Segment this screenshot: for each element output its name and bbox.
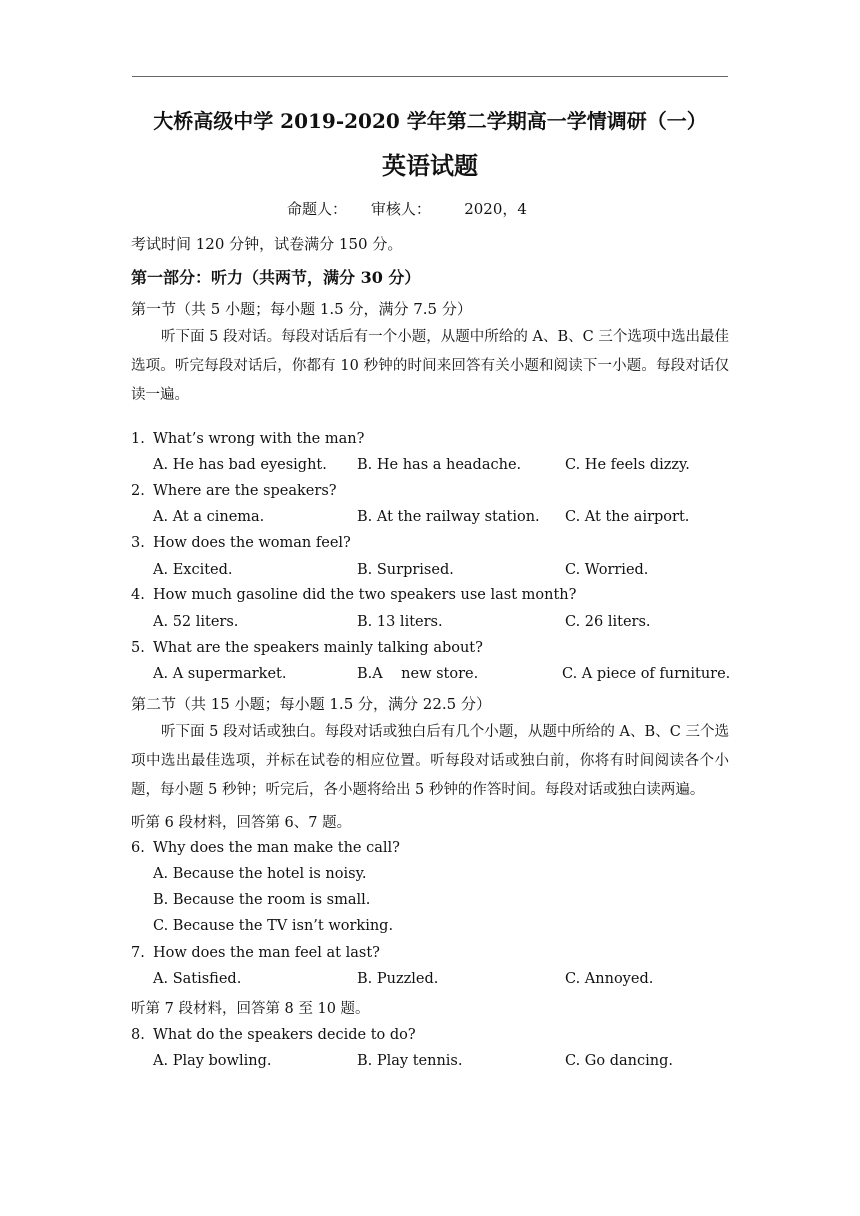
option-b: B. He has a headache. bbox=[357, 457, 522, 473]
option-a: A. Play bowling. bbox=[153, 1053, 272, 1069]
option-c: C. At the airport. bbox=[565, 509, 690, 525]
option-a: A. Satisfied. bbox=[153, 971, 242, 987]
exam-info: 考试时间 120 分钟，试卷满分 150 分。 bbox=[131, 235, 403, 253]
section2-instruction-text: 听下面 5 段对话或独白。每段对话或独白后有几个小题，从题中所给的 A、B、C 三个选项中选出最佳选项，并标在试卷的相应位置。听每段对话或独白前，你将有时间阅读各个小题，每小题 5 秒钟；听完后，各小题将给出 5 秒钟的作答时间。每段对话或独白读两遍。 bbox=[131, 724, 729, 798]
question-text: Why does the man make the call? bbox=[153, 840, 400, 856]
option-a: A. At a cinema. bbox=[153, 509, 265, 525]
section2-title: 第二节（共 15 小题；每小题 1.5 分，满分 22.5 分） bbox=[131, 695, 491, 713]
question-number: 6. bbox=[131, 840, 145, 856]
question-text: Where are the speakers? bbox=[153, 483, 337, 499]
material-7-note: 听第 7 段材料，回答第 8 至 10 题。 bbox=[131, 1001, 370, 1017]
question-text: What’s wrong with the man? bbox=[153, 431, 365, 447]
option-b: B. Puzzled. bbox=[357, 971, 439, 987]
option-b: B. Play tennis. bbox=[357, 1053, 463, 1069]
option-b: B. 13 liters. bbox=[357, 614, 443, 630]
exam-subtitle: 英语试题 bbox=[382, 151, 478, 180]
option-a: A. Excited. bbox=[153, 562, 233, 578]
question-number: 5. bbox=[131, 640, 145, 656]
author-meta: 命题人： 审核人： 2020，4 bbox=[287, 200, 527, 218]
question-2 bbox=[131, 483, 337, 499]
question-number: 8. bbox=[131, 1027, 145, 1043]
exam-title: 大桥高级中学 2019-2020 学年第二学期高一学情调研（一） bbox=[153, 109, 707, 133]
question-7 bbox=[131, 945, 380, 961]
header-rule bbox=[132, 76, 728, 77]
section1-instruction-text: 听下面 5 段对话。每段对话后有一个小题，从题中所给的 A、B、C 三个选项中选出最佳选项。听完每段对话后，你都有 10 秒钟的时间来回答有关小题和阅读下一小题。每段对话仅读一遍。 bbox=[131, 329, 729, 403]
option-c: C. Worried. bbox=[565, 562, 649, 578]
question-4 bbox=[131, 587, 576, 603]
question-text: How does the man feel at last? bbox=[153, 945, 380, 961]
option-a: A. He has bad eyesight. bbox=[153, 457, 327, 473]
option-c: C. Annoyed. bbox=[565, 971, 654, 987]
option-c: C. He feels dizzy. bbox=[565, 457, 690, 473]
option-b: B. Because the room is small. bbox=[153, 892, 371, 908]
option-c: C. A piece of furniture. bbox=[562, 666, 731, 682]
question-number: 3. bbox=[131, 535, 145, 551]
option-b: B. At the railway station. bbox=[357, 509, 540, 525]
option-c: C. Because the TV isn’t working. bbox=[153, 918, 394, 934]
question-number: 4. bbox=[131, 587, 145, 603]
question-5 bbox=[131, 640, 483, 656]
option-a: A. Because the hotel is noisy. bbox=[153, 866, 367, 882]
part1-title: 第一部分：听力（共两节，满分 30 分） bbox=[131, 268, 421, 287]
option-b: B.A new store. bbox=[357, 666, 479, 682]
material-6-note: 听第 6 段材料，回答第 6、7 题。 bbox=[131, 815, 352, 831]
option-c: C. Go dancing. bbox=[565, 1053, 673, 1069]
option-a: A. 52 liters. bbox=[153, 614, 239, 630]
question-text: What are the speakers mainly talking about? bbox=[153, 640, 483, 656]
question-8 bbox=[131, 1027, 416, 1043]
question-6 bbox=[131, 840, 400, 856]
question-1 bbox=[131, 431, 364, 447]
question-text: How does the woman feel? bbox=[153, 535, 351, 551]
section2-instruction bbox=[131, 718, 729, 805]
question-text: How much gasoline did the two speakers use last month? bbox=[153, 587, 577, 603]
question-3 bbox=[131, 535, 351, 551]
question-text: What do the speakers decide to do? bbox=[153, 1027, 416, 1043]
question-number: 2. bbox=[131, 483, 145, 499]
question-number: 1. bbox=[131, 431, 145, 447]
option-b: B. Surprised. bbox=[357, 562, 454, 578]
option-a: A. A supermarket. bbox=[153, 666, 287, 682]
section1-title: 第一节（共 5 小题；每小题 1.5 分，满分 7.5 分） bbox=[131, 300, 472, 318]
option-c: C. 26 liters. bbox=[565, 614, 651, 630]
section1-instruction bbox=[131, 323, 729, 410]
question-number: 7. bbox=[131, 945, 145, 961]
